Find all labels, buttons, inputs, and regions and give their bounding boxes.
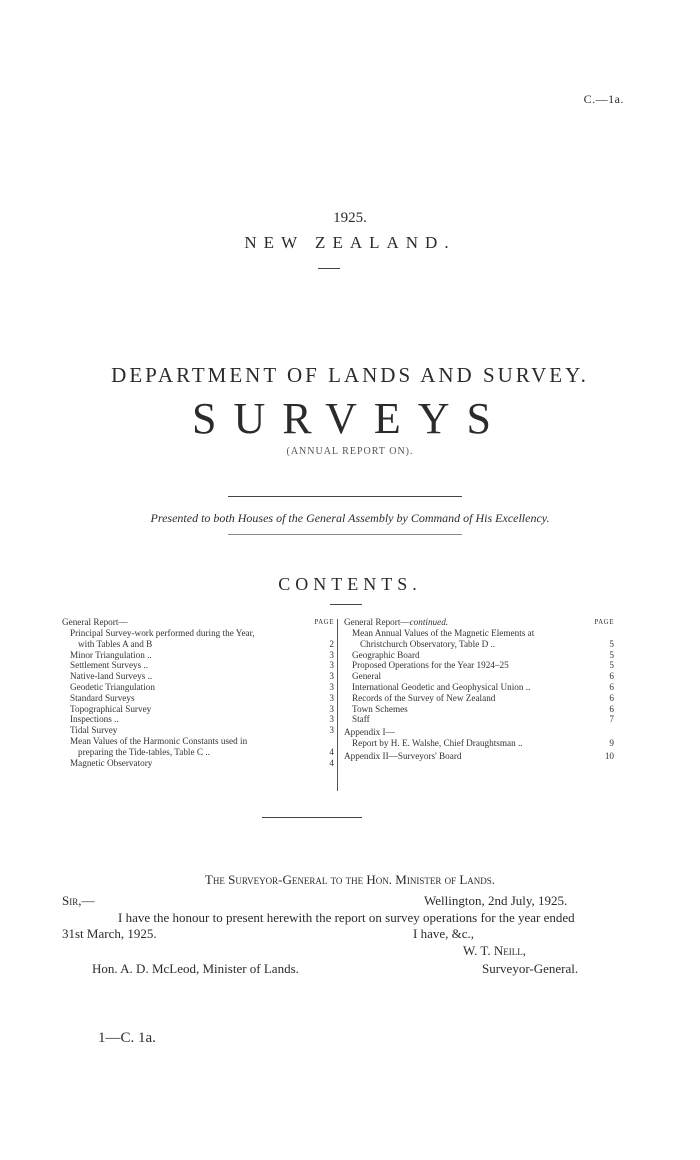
divider (262, 817, 362, 818)
contents-entry (344, 704, 614, 715)
contents-entry (344, 751, 614, 762)
contents-entry (344, 650, 614, 661)
contents-entry (62, 693, 334, 704)
entry-page: 6 (609, 692, 614, 703)
entry-text: Staff (352, 714, 370, 725)
entry-page: 7 (609, 714, 614, 725)
entry-text: Mean Annual Values of the Magnetic Elements at (352, 628, 535, 638)
department-heading: DEPARTMENT OF LANDS AND SURVEY. (111, 363, 589, 387)
entry-page: 3 (329, 725, 334, 736)
entry-page: 5 (609, 660, 614, 671)
contents-entry (62, 628, 334, 650)
contents-left-entries (62, 628, 334, 768)
presented-line: Presented to both Houses of the General Assembly by Command of His Excellency. (150, 511, 550, 525)
contents-entry (344, 660, 614, 671)
appendix-heading: Appendix I— (344, 727, 395, 738)
contents-left-heading (62, 617, 334, 628)
divider (228, 534, 462, 535)
section-heading: General Report— (62, 617, 128, 627)
entry-text: Minor Triangulation .. (70, 649, 152, 660)
entry-text: Records of the Survey of New Zealand (352, 692, 496, 703)
entry-page: 3 (329, 692, 334, 703)
place-date: Wellington, 2nd July, 1925. (424, 893, 568, 908)
document-reference: C.—1a. (583, 92, 624, 106)
entry-text: Appendix II—Surveyors' Board (344, 750, 462, 761)
contents-entry (344, 714, 614, 725)
letter-body-line-2: 31st March, 1925. (62, 926, 157, 941)
contents-entry (344, 693, 614, 704)
entry-text-continued: Christchurch Observatory, Table D .. (360, 638, 496, 649)
entry-text: Standard Surveys (70, 692, 135, 703)
country-heading: NEW ZEALAND. (244, 233, 456, 252)
entry-page: 6 (609, 681, 614, 692)
entry-page: 9 (609, 737, 614, 748)
contents-entry (344, 628, 614, 650)
entry-text: Report by H. E. Walshe, Chief Draughtsman .. (352, 737, 523, 748)
contents-entry (62, 650, 334, 661)
entry-page: 6 (609, 703, 614, 714)
entry-text: Tidal Survey (70, 725, 118, 736)
entry-text: Geodetic Triangulation (70, 681, 155, 692)
contents-entry (62, 682, 334, 693)
page-column-label: PAGE (594, 618, 614, 626)
entry-text: General (352, 671, 382, 682)
section-heading: General Report—continued. (344, 617, 449, 627)
entry-page: 2 (329, 638, 334, 649)
entry-text-continued: preparing the Tide-tables, Table C .. (78, 746, 210, 757)
entry-text: Topographical Survey (70, 703, 152, 714)
divider (228, 496, 462, 497)
report-title: SURVEYS (192, 394, 508, 443)
signatory-title: Surveyor-General. (482, 961, 579, 976)
entry-page: 3 (329, 660, 334, 671)
report-subtitle: (ANNUAL REPORT ON). (286, 446, 414, 457)
contents-right-column (344, 617, 614, 762)
entry-text: Magnetic Observatory (70, 757, 153, 768)
contents-left-column (62, 617, 334, 768)
page-signature: 1—C. 1a. (98, 1030, 156, 1046)
salutation: Sir,— (62, 893, 95, 908)
entry-text: Geographic Board (352, 649, 420, 660)
contents-entry (344, 671, 614, 682)
entry-page: 6 (609, 671, 614, 682)
entry-text: Native-land Surveys .. (70, 671, 153, 682)
entry-text: Inspections .. (70, 714, 119, 725)
entry-page: 4 (329, 746, 334, 757)
entry-text: Settlement Surveys .. (70, 660, 149, 671)
contents-right-entries (344, 628, 614, 725)
letter-heading: The Surveyor-General to the Hon. Minister of Lands. (204, 872, 496, 887)
contents-entry (62, 704, 334, 715)
addressee: Hon. A. D. McLeod, Minister of Lands. (92, 961, 299, 976)
contents-right-heading (344, 617, 614, 628)
contents-entry (62, 671, 334, 682)
entry-text: Proposed Operations for the Year 1924–25 (352, 660, 509, 671)
entry-page: 3 (329, 649, 334, 660)
entry-page: 3 (329, 714, 334, 725)
entry-text-continued: with Tables A and B (78, 638, 153, 649)
entry-page: 3 (329, 671, 334, 682)
entry-page: 5 (609, 649, 614, 660)
contents-entry (62, 736, 334, 758)
entry-text: Principal Survey-work performed during the Year, (70, 628, 255, 638)
contents-entry (344, 738, 614, 749)
column-divider (337, 619, 338, 791)
letter-body-line-1: I have the honour to present herewith the report on survey operations for the year ended (118, 910, 575, 925)
entry-page: 4 (329, 757, 334, 768)
entry-page: 10 (604, 750, 614, 761)
contents-entry (62, 660, 334, 671)
entry-text: Town Schemes (352, 703, 408, 714)
page-column-label: PAGE (314, 618, 334, 626)
divider (330, 604, 362, 605)
entry-page: 3 (329, 703, 334, 714)
entry-text: International Geodetic and Geophysical Union .. (352, 681, 531, 692)
contents-entry (62, 714, 334, 725)
signatory-name: W. T. Neill, (463, 943, 526, 958)
report-year: 1925. (333, 210, 367, 226)
letter-closing: I have, &c., (413, 926, 475, 941)
contents-entry (62, 725, 334, 736)
contents-entry (62, 758, 334, 769)
entry-page: 5 (609, 638, 614, 649)
contents-entry (344, 682, 614, 693)
contents-heading: CONTENTS. (278, 574, 422, 594)
entry-text: Mean Values of the Harmonic Constants used in (70, 735, 248, 746)
entry-page: 3 (329, 681, 334, 692)
divider (318, 268, 340, 269)
